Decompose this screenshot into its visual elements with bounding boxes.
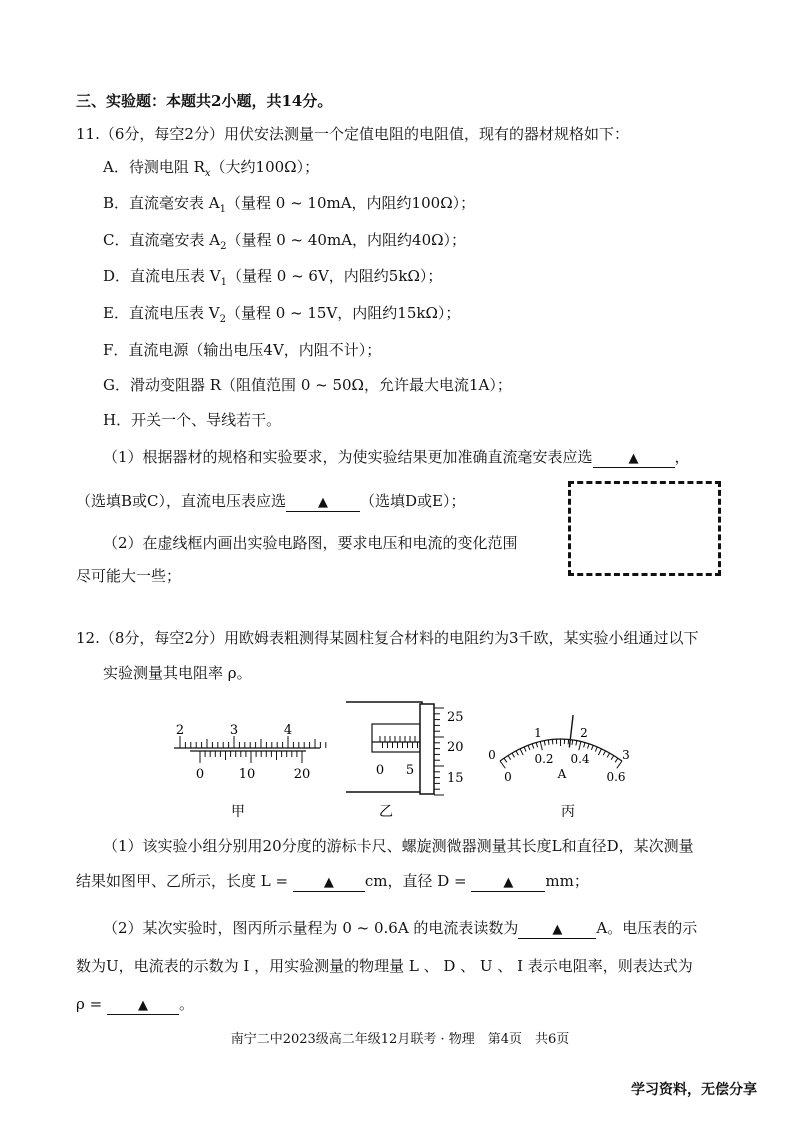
meter-tick [615,758,618,762]
answer-blank[interactable]: ▲ [593,449,675,468]
part-text: A。电压表的示 [596,919,698,937]
sleeve-label-0: 0 [375,763,385,778]
meter-tick [508,756,511,760]
meter-needle [569,715,573,748]
figure-label-yi: 乙 [379,804,393,820]
meter-tick [536,743,537,748]
q11-item-g: G．滑动变阻器 R（阻值范围 0 ~ 50Ω，允许最大电流1A）； [103,376,512,394]
meter-tick [617,761,622,768]
item-text: C．直流毫安表 A [103,231,221,249]
q12-part2-line1 [103,918,697,939]
part-text: （选填B或C），直流电压表应选 [76,492,287,510]
answer-blank[interactable]: ▲ [107,996,179,1015]
meter-tick [528,745,530,750]
q11-item-e [103,303,460,330]
meter-tick [576,741,577,746]
q11-item-d [103,266,442,293]
bottom-label-0: 0 [504,770,512,784]
q12-part1-line1: （1）该实验小组分别用20分度的游标卡尺、螺旋测微器测量其长度L和直径D，某次测量 [103,837,694,855]
bottom-label-0.4: 0.4 [570,752,590,766]
part-text: （1）根据器材的规格和实验要求，为使实验结果更加准确直流毫安表应选 [103,448,593,466]
main-label-2: 2 [175,723,185,738]
meter-tick [544,741,545,746]
q11-part1-line2 [76,491,466,512]
item-tail: （量程 0 ~ 40mA，内阻约40Ω）； [226,231,467,249]
item-text: E．直流电压表 V [103,304,220,322]
item-text: B．直流毫安表 A [103,194,220,212]
vernier-label-10: 10 [238,767,256,782]
figure-label-bing: 丙 [561,804,575,820]
unit-label: A [557,767,567,781]
meter-tick [516,751,518,755]
ammeter-figure [480,715,640,820]
meter-tick [500,761,505,768]
part-text: 。 [178,995,194,1013]
part-text: （2）某次实验时，图丙所示量程为 0 ~ 0.6A 的电流表读数为 [103,919,519,937]
top-label-3: 3 [622,748,630,762]
meter-ticks [500,739,622,768]
part-text: cm，直径 D = [364,872,467,890]
q11-part1-line1: （1）根据器材的规格和实验要求，为使实验结果更加准确直流毫安表应选 ▲ ， [103,448,690,466]
thimble [420,704,434,794]
bottom-label-0.2: 0.2 [534,752,554,766]
meter-tick [524,747,526,752]
item-sub: 1 [219,204,226,215]
q11-part2-line1: （2）在虚线框内画出实验电路图，要求电压和电流的变化范围 [103,534,518,552]
meter-tick [595,747,597,752]
top-label-1: 1 [534,726,542,740]
meter-tick [520,749,523,755]
q11-item-b [103,193,475,220]
q11-item-f: F．直流电源（输出电压4V，内阻不计）； [103,341,382,359]
q11-item-h: H．开关一个、导线若干。 [103,411,282,429]
meter-tick [504,758,507,762]
circuit-drawing-box[interactable] [568,481,721,576]
micrometer-figure [340,700,470,820]
answer-blank[interactable]: ▲ [518,920,596,939]
thimble-label-20: 20 [447,740,464,755]
bottom-label-0.6: 0.6 [606,770,626,784]
meter-tick [572,740,573,745]
item-tail: （量程 0 ~ 6V，内阻约5kΩ）； [227,267,443,285]
figure-label-jia: 甲 [231,804,245,820]
q11-item-a [103,157,319,184]
meter-tick [591,745,593,750]
item-tail: （量程 0 ~ 10mA，内阻约100Ω）； [226,194,476,212]
item-sub: 1 [220,277,228,288]
item-tail: （大约100Ω）； [210,158,320,176]
q11-head: 11.（6分，每空2分）用伏安法测量一个定值电阻的电阻值，现有的器材规格如下： [76,125,629,143]
vernier-scale-ticks [200,751,302,763]
part-text: 结果如图甲、乙所示，长度 L = [76,872,289,890]
q12-head: 12.（8分，每空2分）用欧姆表粗测得某圆柱复合材料的电阻约为3千欧，某实验小组通过以下 [76,629,699,647]
vernier-label-20: 20 [293,767,311,782]
main-scale-ticks [180,736,326,748]
q12-head2: 实验测量其电阻率 ρ。 [103,664,252,682]
q11-part2-line2: 尽可能大一些； [76,567,182,585]
meter-tick [540,741,542,750]
meter-tick [512,753,515,757]
q11-item-c [103,230,466,257]
page-footer: 南宁二中2023级高二年级12月联考 · 物理 第4页 共6页 [230,1032,570,1047]
watermark-text: 学习资料，无偿分享 [631,1082,757,1098]
part-text: mm； [545,872,589,890]
answer-blank[interactable]: ▲ [286,493,360,512]
main-label-4: 4 [283,723,293,738]
part-text: ρ = [76,995,103,1013]
meter-tick [598,749,601,755]
thimble-ticks [434,708,444,795]
section-title: 三、实验题：本题共2小题，共14分。 [76,92,333,110]
meter-tick [548,740,549,745]
main-label-3: 3 [229,723,239,738]
item-sub: x [204,168,211,179]
top-label-2: 2 [580,726,588,740]
item-tail: （量程 0 ~ 15V，内阻约15kΩ）； [225,304,461,322]
meter-tick [584,743,585,748]
vernier-caliper-figure [170,720,330,820]
q12-part2-line3 [76,994,194,1015]
meter-tick [532,744,534,749]
part-text: （选填D或E）； [360,492,466,510]
vernier-label-0: 0 [195,767,205,782]
item-sub: 2 [220,241,227,252]
answer-blank[interactable]: ▲ [293,873,365,892]
sleeve-label-5: 5 [405,763,415,778]
item-sub: 2 [219,314,226,325]
meter-tick [611,756,614,760]
frame [346,702,422,792]
q12-part1-line2 [76,871,589,892]
meter-tick [587,744,589,749]
answer-blank[interactable]: ▲ [471,873,545,892]
top-label-0: 0 [488,748,496,762]
item-text: A．待测电阻 R [103,158,205,176]
thimble-label-25: 25 [447,710,464,725]
meter-tick [579,741,581,750]
meter-tick [603,751,605,755]
thimble-label-15: 15 [447,771,464,786]
q12-part2-line2: 数为U，电流表的示数为 I ，用实验测量的物理量 L 、 D 、 U 、 I 表示电阻率，则表达式为 [76,957,693,975]
item-text: D．直流电压表 V [103,267,221,285]
meter-tick [607,753,609,757]
